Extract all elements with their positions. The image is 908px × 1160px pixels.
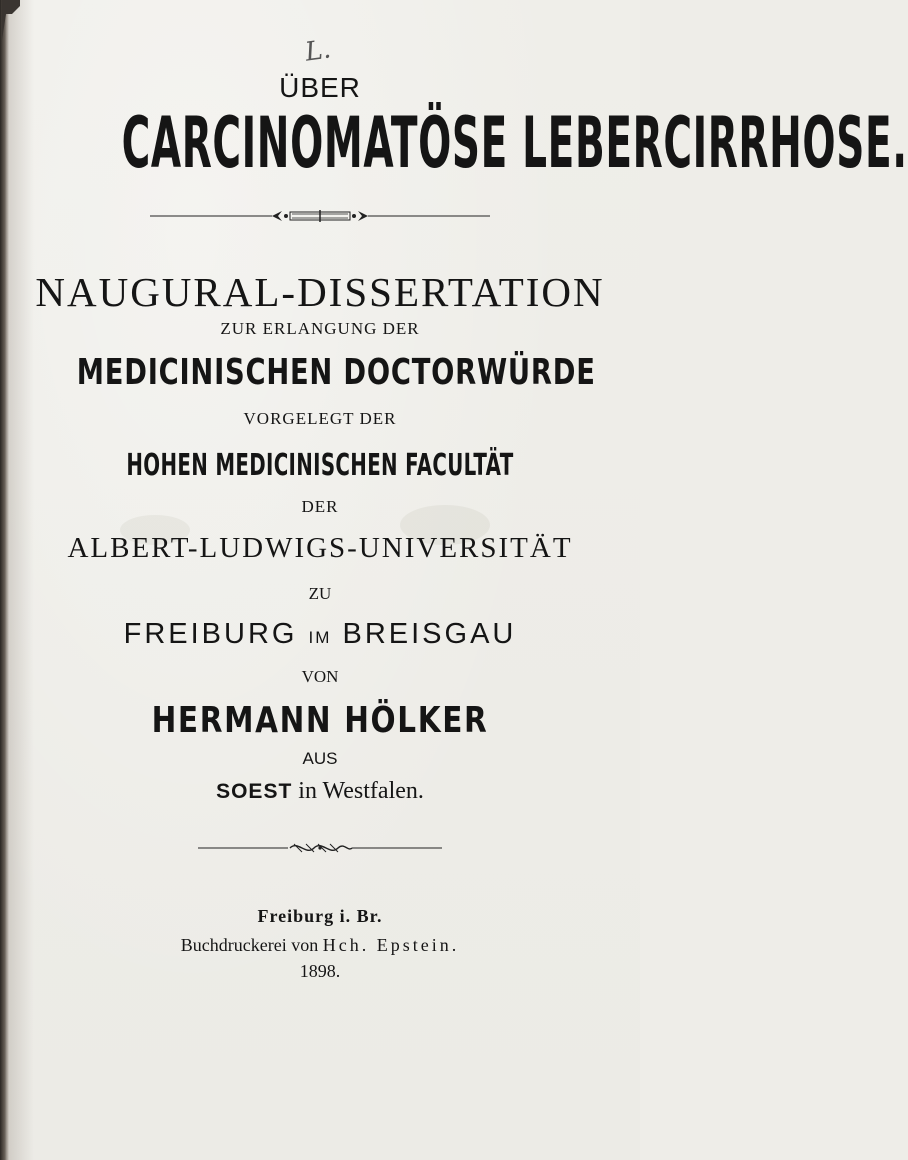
submitted-line: VORGELEGT DER — [243, 409, 397, 428]
hometown-connector: in — [298, 778, 317, 804]
degree-title: MEDICINISCHEN DOCTORWÜRDE — [76, 352, 596, 393]
purpose-line: ZUR ERLANGUNG DER — [220, 319, 420, 338]
handwritten-mark: L. — [303, 34, 333, 68]
binding-shadow — [6, 0, 34, 1160]
of-line: DER — [301, 497, 339, 516]
printer-name: Hch. Epstein. — [322, 935, 460, 955]
city-region: BREISGAU — [342, 618, 517, 650]
imprint-city: Freiburg i. Br. — [257, 906, 383, 926]
hometown-region: Westfalen. — [322, 778, 424, 804]
dissertation-heading: NAUGURAL-DISSERTATION — [35, 269, 605, 315]
imprint-printer — [0, 935, 640, 956]
imprint-year: 1898. — [299, 961, 341, 981]
from-line: AUS — [302, 749, 338, 768]
university-name: ALBERT-LUDWIGS-UNIVERSITÄT — [67, 532, 573, 564]
at-line: ZU — [308, 584, 332, 603]
hometown-line — [0, 778, 640, 805]
ornamental-rule-top — [0, 208, 640, 229]
faculty-name: HOHEN MEDICINISCHEN FACULTÄT — [126, 448, 514, 483]
by-line: VON — [301, 667, 339, 686]
city-name: FREIBURG — [123, 618, 298, 650]
city-line — [0, 618, 640, 651]
printer-prefix: Buchdruckerei von — [180, 935, 319, 955]
pre-title: ÜBER — [279, 72, 361, 103]
hometown-town: SOEST — [216, 780, 293, 803]
ornament-rule-top — [150, 208, 490, 224]
ornament-rule-bottom — [198, 840, 442, 856]
ornamental-rule-bottom — [0, 840, 640, 861]
city-connector: IM — [308, 628, 332, 647]
corner-tab-mark — [0, 0, 22, 40]
page-title: CARCINOMATÖSE LEBERCIRRHOSE. — [121, 102, 908, 184]
author-name: HERMANN HÖLKER — [151, 700, 489, 741]
